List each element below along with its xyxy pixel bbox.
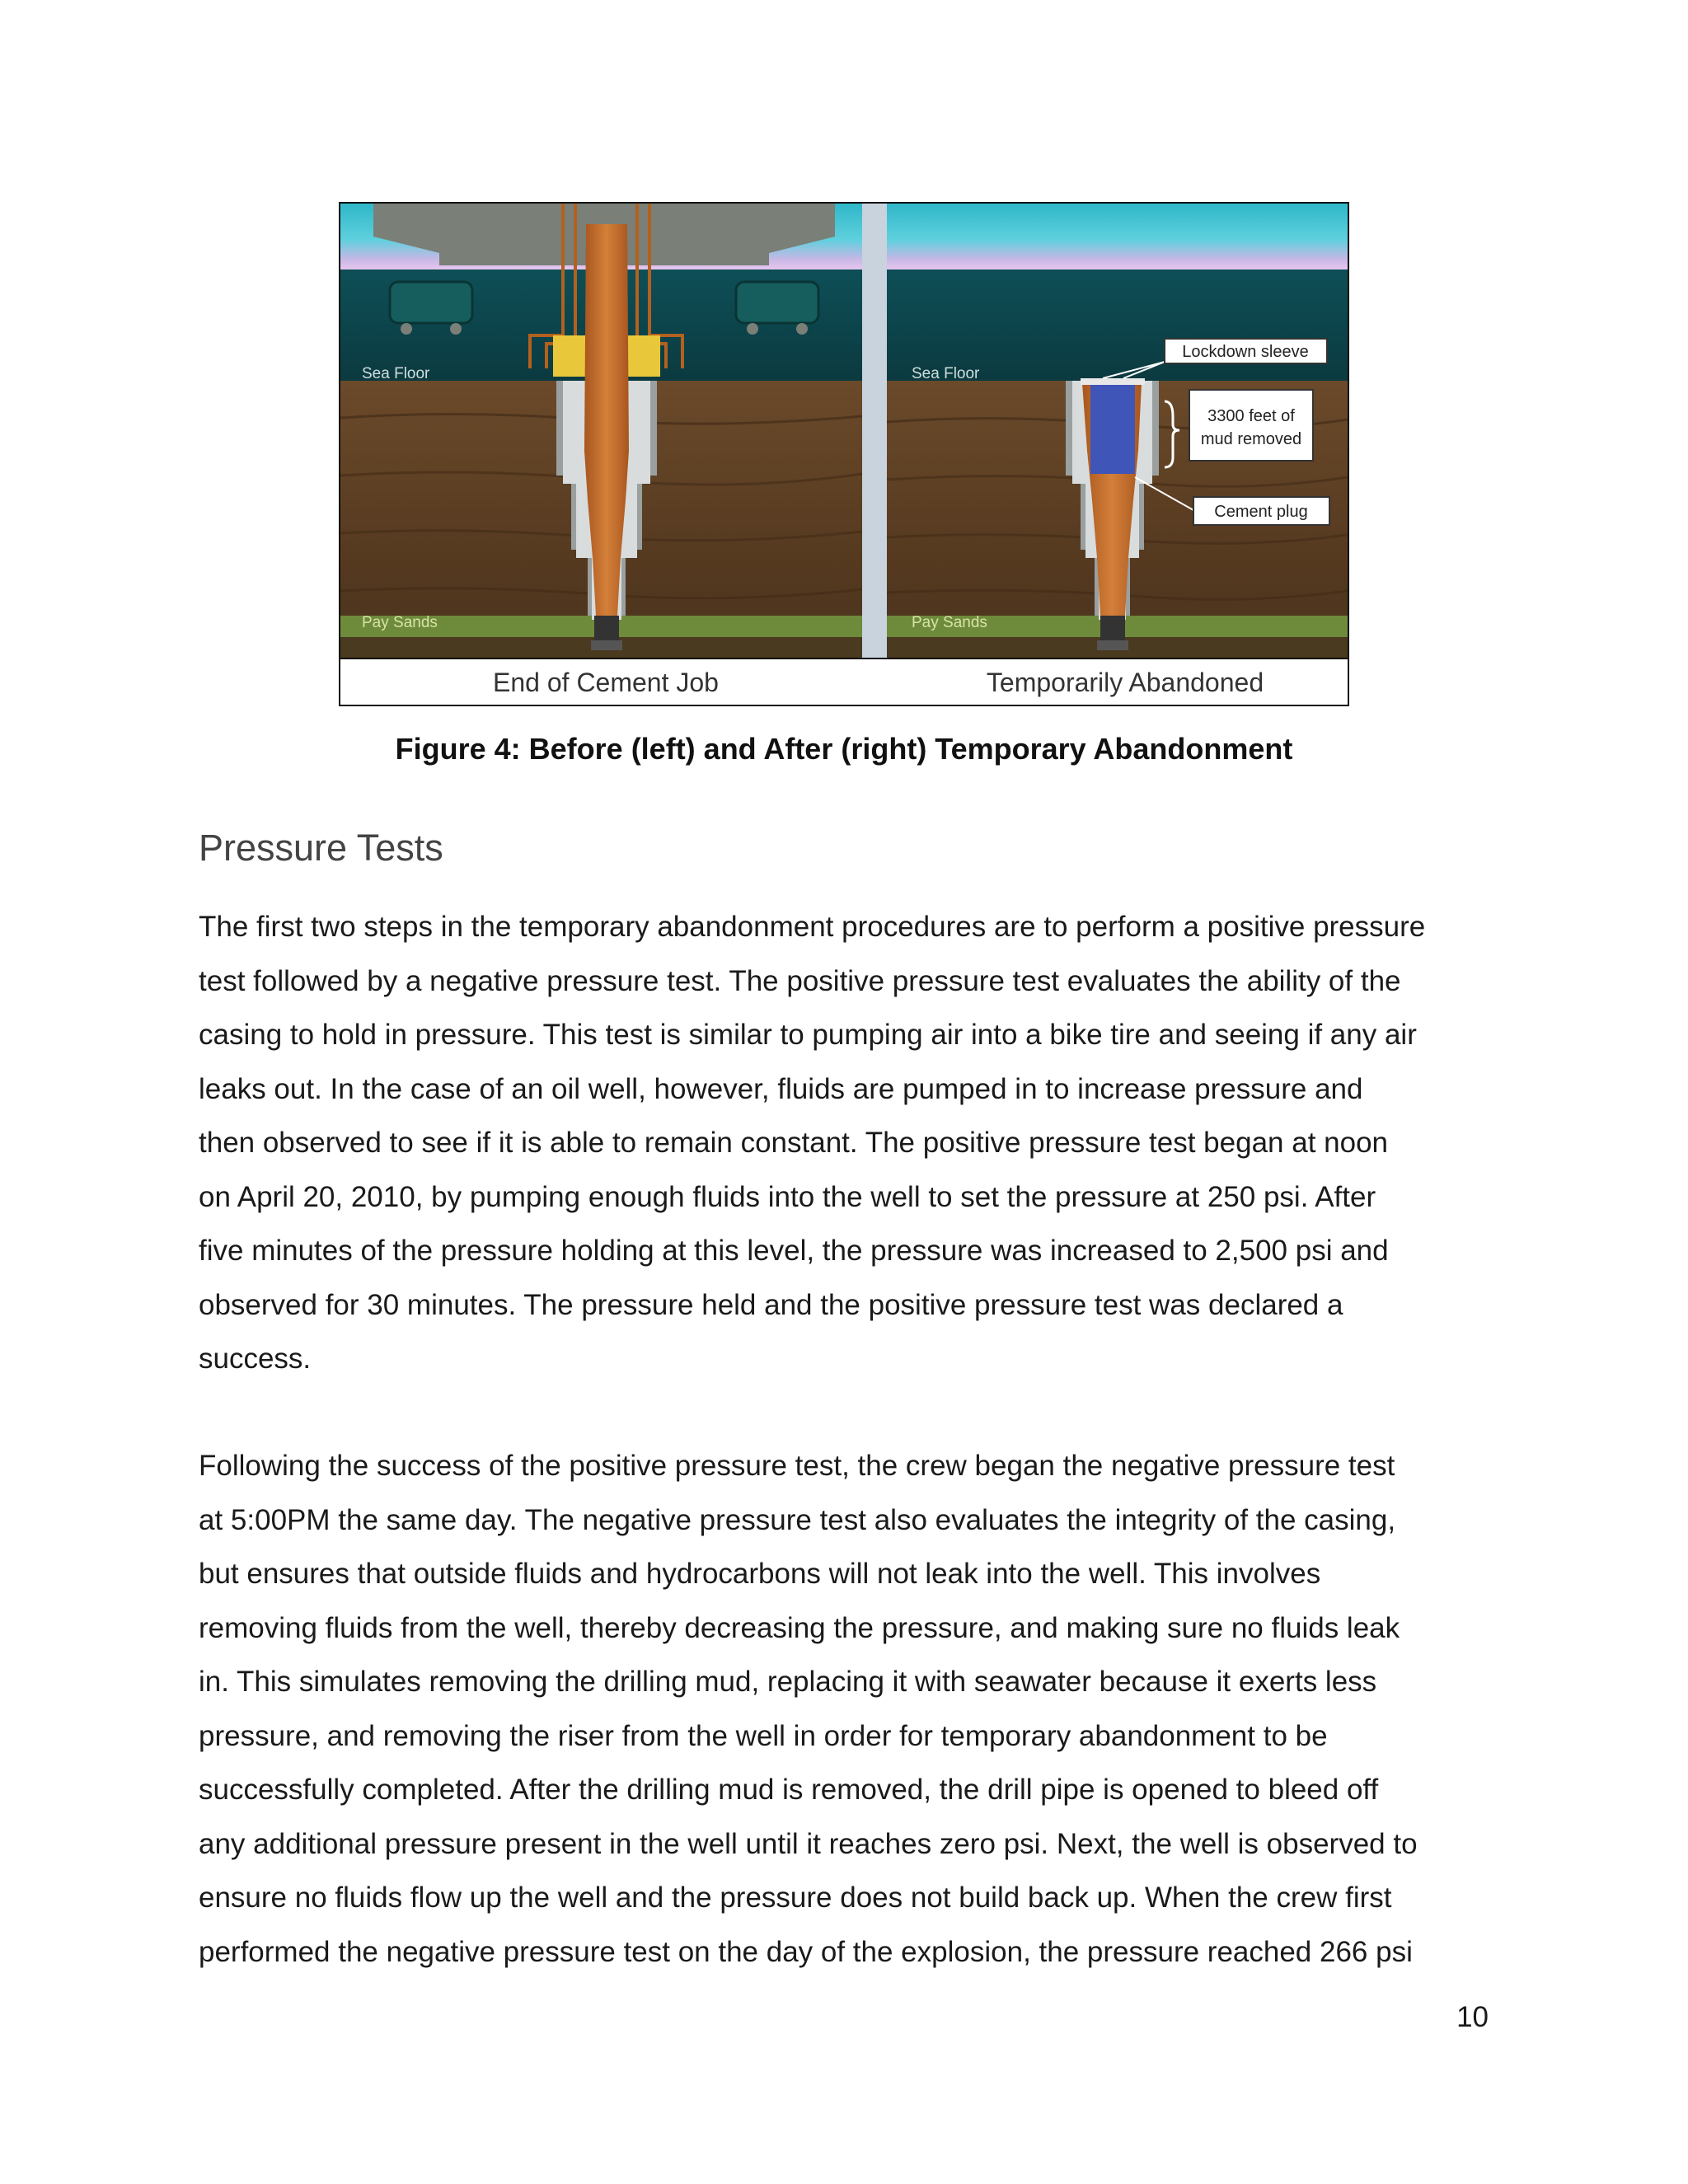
paragraph-line: casing to hold in pressure. This test is similar to pumping air into a bike tire and seeing if any air (199, 1019, 1417, 1051)
paragraph-line: pressure, and removing the riser from the well in order for temporary abandonment to be (199, 1719, 1328, 1752)
left-sea-floor-label: Sea Floor (362, 365, 430, 382)
well-diagram-figure (339, 202, 1349, 706)
right-sea-floor-label: Sea Floor (912, 365, 980, 382)
paragraph-line: performed the negative pressure test on the day of the explosion, the pressure reached 266 psi (199, 1935, 1413, 1968)
paragraph-line: any additional pressure present in the well until it reaches zero psi. Next, the well is observed to (199, 1827, 1418, 1860)
mud-removed-callout-line1: 3300 feet of (1207, 407, 1295, 425)
paragraph-1 (199, 900, 1501, 1386)
right-panel (887, 204, 1348, 658)
paragraph-line: The first two steps in the temporary abandonment procedures are to perform a positive pressure (199, 911, 1426, 943)
paragraph-line: success. (199, 1343, 312, 1375)
paragraph-line: leaks out. In the case of an oil well, however, fluids are pumped in to increase pressure and (199, 1072, 1363, 1105)
paragraph-line: Following the success of the positive pressure test, the crew began the negative pressure test (199, 1450, 1395, 1482)
panel-divider (862, 204, 887, 658)
paragraph-line: successfully completed. After the drilling mud is removed, the drill pipe is opened to bleed off (199, 1774, 1379, 1806)
well-diagram-svg (340, 204, 1348, 705)
lockdown-sleeve-callout: Lockdown sleeve (1182, 343, 1309, 361)
paragraph-line: then observed to see if it is able to remain constant. The positive pressure test began at noon (199, 1127, 1388, 1159)
paragraph-line: on April 20, 2010, by pumping enough fluids into the well to set the pressure at 250 psi. After (199, 1180, 1376, 1213)
page-number: 10 (1456, 2001, 1489, 2033)
paragraph-line: at 5:00PM the same day. The negative pressure test also evaluates the integrity of the casing, (199, 1503, 1396, 1536)
right-pay-sands-label: Pay Sands (912, 614, 987, 631)
cement-plug-callout: Cement plug (1214, 503, 1308, 521)
paragraph-line: observed for 30 minutes. The pressure held and the positive pressure test was declared a (199, 1288, 1343, 1321)
section-heading: Pressure Tests (199, 827, 443, 869)
paragraph-line: in. This simulates removing the drilling mud, replacing it with seawater because it exerts less (199, 1666, 1377, 1698)
right-panel-title: Temporarily Abandoned (986, 668, 1264, 697)
left-panel (340, 204, 862, 658)
paragraph-2 (199, 1439, 1501, 1979)
mud-removed-callout-line2: mud removed (1200, 430, 1302, 448)
paragraph-line: test followed by a negative pressure test. The positive pressure test evaluates the ability of the (199, 964, 1401, 997)
paragraph-line: but ensures that outside fluids and hydrocarbons will not leak into the well. This involves (199, 1558, 1321, 1590)
paragraph-line: ensure no fluids flow up the well and the pressure does not build back up. When the crew first (199, 1882, 1392, 1914)
left-panel-title: End of Cement Job (493, 668, 719, 697)
left-pay-sands-label: Pay Sands (362, 614, 438, 631)
paragraph-line: removing fluids from the well, thereby decreasing the pressure, and making sure no fluids leak (199, 1611, 1400, 1644)
figure-caption: Figure 4: Before (left) and After (right) Temporary Abandonment (395, 732, 1293, 766)
paragraph-line: five minutes of the pressure holding at this level, the pressure was increased to 2,500 psi and (199, 1235, 1389, 1267)
